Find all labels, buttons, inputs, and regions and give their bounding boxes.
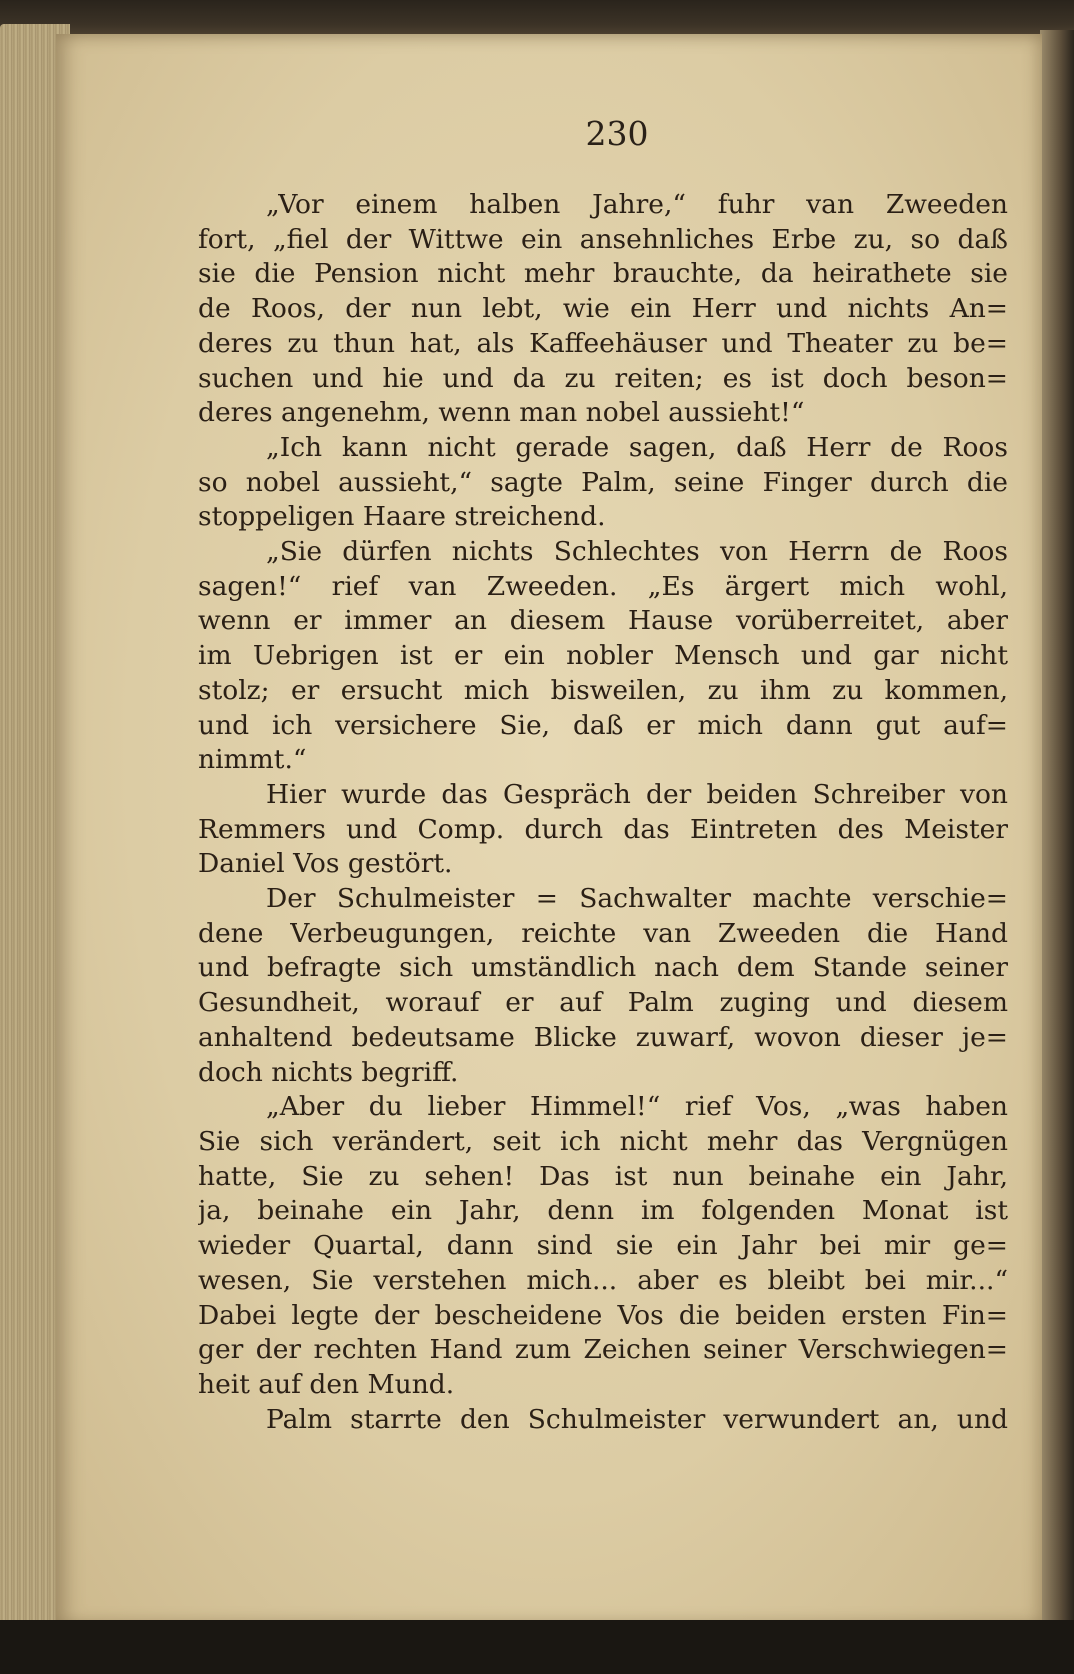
- paragraph: [198, 778, 1008, 882]
- text-line: ja, beinahe ein Jahr, denn im folgenden Monat ist: [198, 1195, 1008, 1227]
- text-line: „Vor einem halben Jahre,“ fuhr van Zweeden: [266, 189, 1008, 220]
- paragraph: [198, 882, 1008, 1090]
- text-line: „Aber du lieber Himmel!“ rief Vos, „was haben: [266, 1091, 1008, 1123]
- text-line: deres angenehm, wenn man nobel aussieht!“: [198, 397, 805, 429]
- text-line: dene Verbeugungen, reichte van Zweeden die Hand: [198, 917, 1008, 949]
- text-line: wesen, Sie verstehen mich... aber es bleibt bei mir...“: [198, 1264, 1008, 1296]
- text-line: „Sie dürfen nichts Schlechtes von Herrn de Roos: [266, 536, 1008, 568]
- text-line: deres zu thun hat, als Kaffeehäuser und Theater zu be=: [198, 327, 1008, 359]
- text-line: Daniel Vos gestört.: [198, 848, 453, 880]
- text-line: doch nichts begriff.: [198, 1056, 459, 1088]
- text-line: sie die Pension nicht mehr brauchte, da heirathete sie: [198, 258, 1008, 290]
- text-line: hatte, Sie zu sehen! Das ist nun beinahe ein Jahr,: [198, 1160, 1008, 1192]
- text-line: stoppeligen Haare streichend.: [198, 501, 606, 533]
- paragraph: [198, 1090, 1008, 1402]
- text-line: wenn er immer an diesem Hause vorüberreitet, aber: [198, 605, 1008, 637]
- text-line: „Ich kann nicht gerade sagen, daß Herr de Roos: [266, 431, 1008, 463]
- text-line: ger der rechten Hand zum Zeichen seiner Verschwiegen=: [198, 1334, 1008, 1366]
- paragraph: [198, 431, 1008, 535]
- text-line: Hier wurde das Gespräch der beiden Schreiber von: [266, 778, 1008, 810]
- text-line: Gesundheit, worauf er auf Palm zuging und diesem: [198, 987, 1008, 1019]
- paragraph: [198, 188, 1008, 431]
- text-line: wieder Quartal, dann sind sie ein Jahr bei mir ge=: [198, 1230, 1008, 1262]
- page-right-edge: [1040, 30, 1074, 1630]
- text-line: anhaltend bedeutsame Blicke zuwarf, wovon dieser je=: [198, 1021, 1008, 1053]
- text-line: Remmers und Comp. durch das Eintreten des Meister: [198, 813, 1008, 845]
- text-line: Sie sich verändert, seit ich nicht mehr das Vergnügen: [198, 1125, 1008, 1157]
- page-number: 230: [585, 114, 649, 153]
- text-line: stolz; er ersucht mich bisweilen, zu ihm zu kommen,: [198, 674, 1008, 706]
- text-line: sagen!“ rief van Zweeden. „Es ärgert mich wohl,: [198, 570, 1008, 602]
- text-line: im Uebrigen ist er ein nobler Mensch und gar nicht: [198, 640, 1008, 672]
- text-line: und befragte sich umständlich nach dem Stande seiner: [198, 952, 1008, 984]
- page-text: [198, 188, 1008, 1437]
- text-line: so nobel aussieht,“ sagte Palm, seine Finger durch die: [198, 466, 1008, 498]
- text-line: Dabei legte der bescheidene Vos die beiden ersten Fin=: [198, 1299, 1008, 1331]
- text-line: Der Schulmeister = Sachwalter machte verschie=: [266, 883, 1008, 915]
- text-line: und ich versichere Sie, daß er mich dann gut auf=: [198, 709, 1008, 741]
- text-line: de Roos, der nun lebt, wie ein Herr und nichts An=: [198, 293, 1008, 325]
- text-line: Palm starrte den Schulmeister verwundert an, und: [266, 1403, 1008, 1435]
- text-line: fort, „fiel der Wittwe ein ansehnliches Erbe zu, so daß: [198, 223, 1008, 255]
- text-line: suchen und hie und da zu reiten; es ist doch beson=: [198, 362, 1008, 394]
- paragraph: [198, 535, 1008, 778]
- scan-bottom-band: [0, 1620, 1074, 1674]
- text-line: nimmt.“: [198, 744, 307, 776]
- paragraph: [198, 1403, 1008, 1438]
- text-line: heit auf den Mund.: [198, 1368, 455, 1400]
